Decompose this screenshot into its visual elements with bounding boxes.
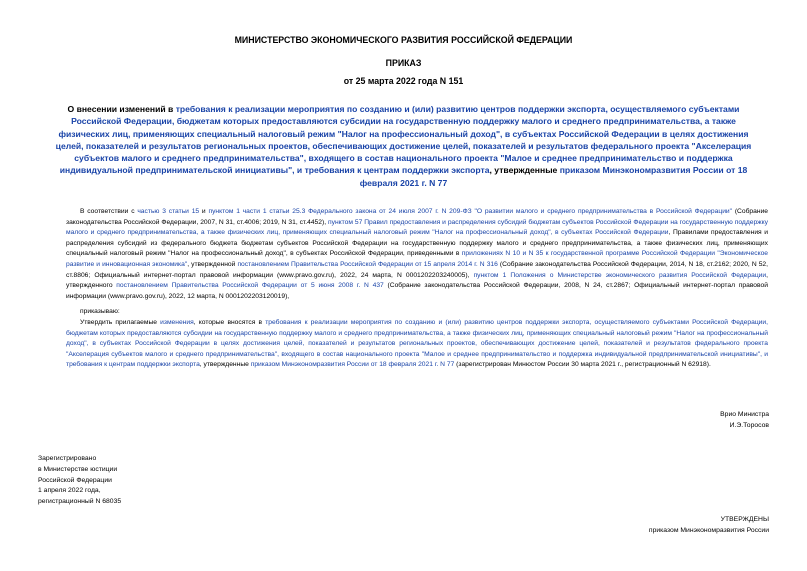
body-text: (зарегистрирован Минюстом России 30 марта 2021 г., регистрационный N 62918). <box>454 361 711 369</box>
approved-label: УТВЕРЖДЕНЫ <box>720 516 769 523</box>
preamble-text: и <box>199 208 209 215</box>
preamble-text: (Собрание законодательства Российской Федерации, 2007, N 31, ст.4006; 2019, N 31, ст.4452), <box>66 208 769 226</box>
registration-line: в Министерстве юстиции <box>38 465 118 473</box>
document-date-number: от 25 марта 2022 года N 151 <box>343 76 464 86</box>
preamble-text: , утвержденного <box>66 271 768 290</box>
registration-line: регистрационный N 68035 <box>38 498 122 506</box>
preamble-text: , утвержденной <box>187 260 238 268</box>
preamble-link-regulation-p1[interactable]: пунктом 1 Положения о Министерстве экономического развития Российской Федерации <box>473 271 767 279</box>
preamble-link-appendices[interactable]: приложениях N 10 и N 35 к государственной программе Российской Федерации "Экономическое развитие и инновационная экономика" <box>66 250 769 268</box>
preamble-text: , Правилами предоставления и распределения субсидий из федерального бюджета бюджетам субъектов Российской Федерации на государственную поддержку малого и среднего предпринимательства, а также физических лиц, применяющих специальный налоговый режим "Налог на профессиональный доход", в субъектах Российской Федерации, приведенными в <box>66 229 768 258</box>
preamble-link-resolution-437[interactable]: постановлением Правительства Российской Федерации от 5 июня 2008 г. N 437 <box>116 282 384 290</box>
order-word: приказываю: <box>80 308 120 315</box>
registration-line: 1 апреля 2022 года, <box>38 487 101 495</box>
body-link-order-77[interactable]: приказом Минэкономразвития России от 18 февраля 2021 г. N 77 <box>250 361 455 369</box>
preamble-link-rules-p57[interactable]: пунктом 57 Правил предоставления и распределения субсидий бюджетам субъектов Российской Федерации на государственную поддержку малого и среднего предпринимательства, а также физических лиц, применяющих специальный налоговый режим "Налог на профессиональный доход", в субъектах Российской Федерации <box>66 218 768 237</box>
preamble-link-law-209fz[interactable]: пунктом 1 части 1 статьи 25.3 Федерального закона от 24 июля 2007 г. N 209-ФЗ "О развитии малого и среднего предпринимательства в Российской Федерации" <box>208 208 733 215</box>
body-text: , которые вносятся в <box>193 319 266 326</box>
document-title <box>52 103 755 189</box>
title-text-1: О внесении изменений в <box>67 104 176 114</box>
title-link-requirements[interactable]: требования к реализации мероприятия по созданию и (или) развитию центров поддержки экспорта, осуществляемого субъектами Российской Федерации, бюджетам которых предоставляются субсидии на государственную поддержку малого и среднего предпринимательства, а также физических лиц, применяющих специальный налоговый режим "Налог на профессиональный доход", в субъектах Российской Федерации в целях достижения целей, показателей и результатов региональных проектов, обеспечивающих достижение целей, показателей и результатов федерального проекта "Акселерация субъектов малого и среднего предпринимательства", входящего в состав национального проекта "Малое и среднее предпринимательство и поддержка индивидуальной предпринимательской инициативы", и требования к центрам поддержки экспорта <box>55 104 752 176</box>
preamble-text: В соответствии с <box>80 208 138 215</box>
approved-by: приказом Минэкономразвития России <box>648 526 769 534</box>
preamble-link-part3-art15[interactable]: частью 3 статьи 15 <box>137 208 200 215</box>
preamble-text: (Собрание законодательства Российской Федерации, 2014, N 18, ст.2162; 2020, N 52, ст.8806; Официальный интернет-портал правовой информации (www.pravo.gov.ru), 2022, 24 марта, N 0001202203240005), <box>66 260 768 279</box>
title-link-order-77[interactable]: приказом Минэкономразвития России от 18 февраля 2021 г. N 77 <box>359 165 748 188</box>
signature-name: И.Э.Торосов <box>729 421 769 429</box>
body-link-requirements[interactable]: требования к реализации мероприятия по созданию и (или) развитию центров поддержки экспорта, осуществляемого субъектами Российской Федерации, бюджетам которых предоставляются субсидии на государственную поддержку малого и среднего предпринимательства, а также физических лиц, применяющих специальный налоговый режим "Налог на профессиональный доход", в субъектах Российской Федерации в целях достижения целей, показателей и результатов региональных проектов, обеспечивающих достижение целей, показателей и результатов федерального проекта "Акселерация субъектов малого и среднего предпринимательства", входящего в состав национального проекта "Малое и среднее предпринимательство и поддержка индивидуальной предпринимательской инициативы", и требования к центрам поддержки экспорта <box>66 319 768 369</box>
body-link-changes[interactable]: изменения <box>160 319 194 326</box>
registration-line: Российской Федерации <box>38 476 112 484</box>
approved-block <box>649 515 769 537</box>
preamble-paragraph <box>66 207 768 302</box>
title-text-2: , утвержденные <box>489 165 560 176</box>
signature-position: Врио Министра <box>720 411 769 418</box>
body-text: Утвердить прилагаемые <box>80 319 161 326</box>
preamble-text: (Собрание законодательства Российской Федерации, 2008, N 24, ст.2867; Официальный интернет-портал правовой информации (www.pravo.gov.ru), 2022, 12 марта, N 0001202203120019), <box>66 282 768 300</box>
preamble-link-resolution-316[interactable]: постановлением Правительства Российской Федерации от 15 апреля 2014 г. N 316 <box>237 260 498 268</box>
body-paragraph <box>66 318 768 371</box>
ministry-heading: МИНИСТЕРСТВО ЭКОНОМИЧЕСКОГО РАЗВИТИЯ РОССИЙСКОЙ ФЕДЕРАЦИИ <box>234 35 573 45</box>
registration-block <box>38 454 121 508</box>
signature-block <box>720 410 769 432</box>
document-type-heading: ПРИКАЗ <box>385 58 422 68</box>
body-text: , утвержденные <box>199 361 251 369</box>
registration-line: Зарегистрировано <box>38 455 97 462</box>
